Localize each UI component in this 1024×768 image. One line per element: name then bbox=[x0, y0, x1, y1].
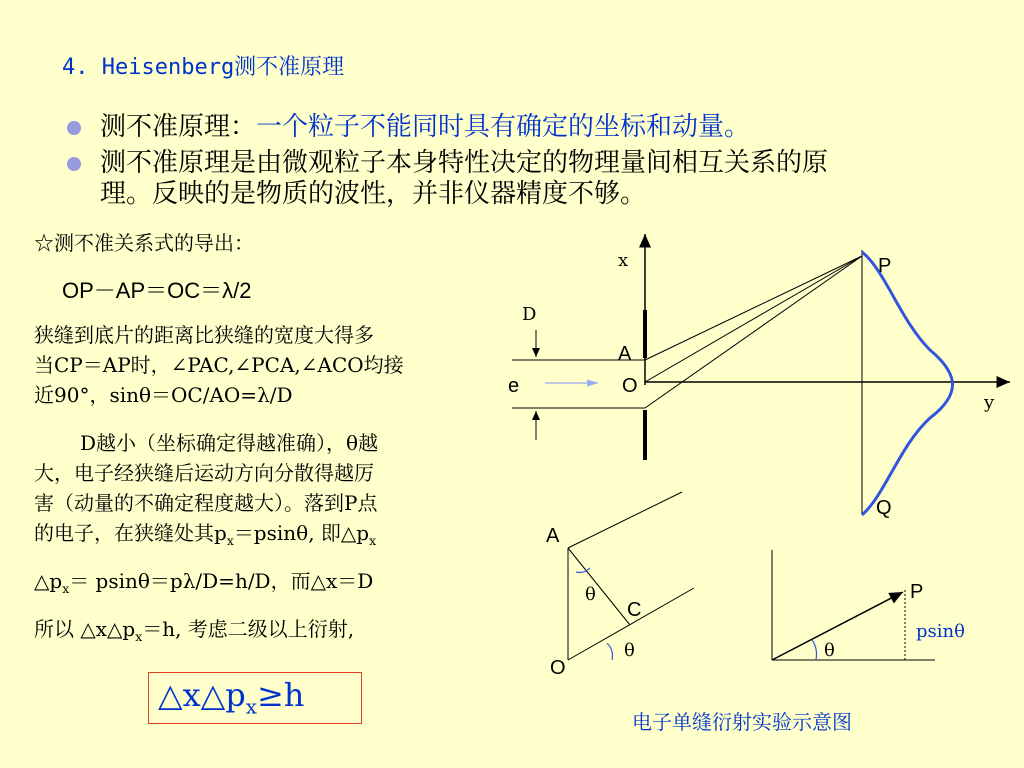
diagram-caption: 电子单缝衍射实验示意图 bbox=[632, 710, 852, 734]
para2-line4-b: ＝psinθ, 即△p bbox=[233, 521, 370, 545]
derivation-heading: ☆测不准关系式的导出： bbox=[34, 231, 254, 255]
para1-line1: 狭缝到底片的距离比狭缝的宽度大得多 bbox=[34, 323, 374, 347]
subscript-x: x bbox=[135, 629, 143, 644]
label-small-A: A bbox=[546, 525, 560, 547]
bullet-1-highlight: 一个粒子不能同时具有确定的坐标和动量。 bbox=[256, 112, 751, 142]
bullet-2-line1: 测不准原理是由微观粒子本身特性决定的物理量间相互关系的原 bbox=[100, 148, 829, 178]
para2-line2: 大，电子经狭缝后运动方向分散得越厉 bbox=[34, 461, 374, 485]
tri-line-ac bbox=[568, 548, 630, 625]
label-y-axis: y bbox=[984, 392, 995, 413]
label-small-C: C bbox=[627, 599, 642, 621]
para2-line3: 害（动量的不确定程度越大）。落到P点 bbox=[34, 491, 378, 515]
label-theta-bottom: θ bbox=[624, 640, 635, 661]
label-D: D bbox=[522, 304, 537, 325]
label-e: e bbox=[508, 375, 520, 397]
label-A: A bbox=[618, 343, 632, 365]
para2-line4-a: 的电子，在狭缝处其p bbox=[34, 521, 227, 545]
subscript-x: x bbox=[62, 581, 70, 596]
label-small-O: O bbox=[550, 657, 566, 679]
ray-ap bbox=[645, 256, 862, 360]
equation-op-ap: OP－AP＝OC＝λ/2 bbox=[62, 278, 252, 303]
label-P: P bbox=[878, 255, 892, 277]
para2-line1: D越小（坐标确定得越准确），θ越 bbox=[80, 431, 379, 455]
vec-angle-arc bbox=[812, 640, 817, 660]
label-theta-top: θ bbox=[585, 584, 596, 605]
label-O: O bbox=[622, 375, 638, 397]
subscript-x: x bbox=[226, 533, 234, 548]
result-a: △x△p bbox=[158, 676, 246, 714]
eq3-b: ＝h, 考虑二级以上衍射, bbox=[142, 617, 355, 641]
bullet-2-line2: 理。反映的是物质的波性，并非仪器精度不够。 bbox=[100, 179, 647, 209]
label-vec-P: P bbox=[910, 581, 924, 603]
result-subscript: x bbox=[245, 695, 257, 719]
angle-arc-top bbox=[576, 568, 590, 573]
label-x-axis: x bbox=[618, 250, 629, 271]
angle-arc-bottom bbox=[607, 643, 612, 660]
label-vec-theta: θ bbox=[824, 640, 835, 661]
subscript-x: x bbox=[369, 533, 377, 548]
ray-bottom bbox=[645, 256, 862, 408]
page-title: 4. Heisenberg测不准原理 bbox=[62, 55, 345, 80]
momentum-vector bbox=[772, 592, 903, 660]
para1-line3: 近90°，sinθ＝OC/AO=λ/D bbox=[34, 383, 293, 407]
diffraction-curve bbox=[862, 252, 953, 515]
result-b: ≥h bbox=[256, 676, 305, 714]
label-psin: psinθ bbox=[916, 621, 965, 642]
label-Q: Q bbox=[876, 497, 892, 519]
eq2-b: ＝ psinθ＝pλ/D=h/D，而△x＝D bbox=[69, 569, 374, 593]
eq2-a: △p bbox=[34, 569, 63, 593]
bullet-1-prefix: 测不准原理： bbox=[100, 112, 257, 142]
para1-line2: 当CP＝AP时，∠PAC,∠PCA,∠ACO均接 bbox=[34, 353, 404, 377]
eq3-a: 所以 △x△p bbox=[34, 617, 136, 641]
ray-op bbox=[645, 256, 862, 382]
tri-line-upper bbox=[568, 492, 682, 548]
